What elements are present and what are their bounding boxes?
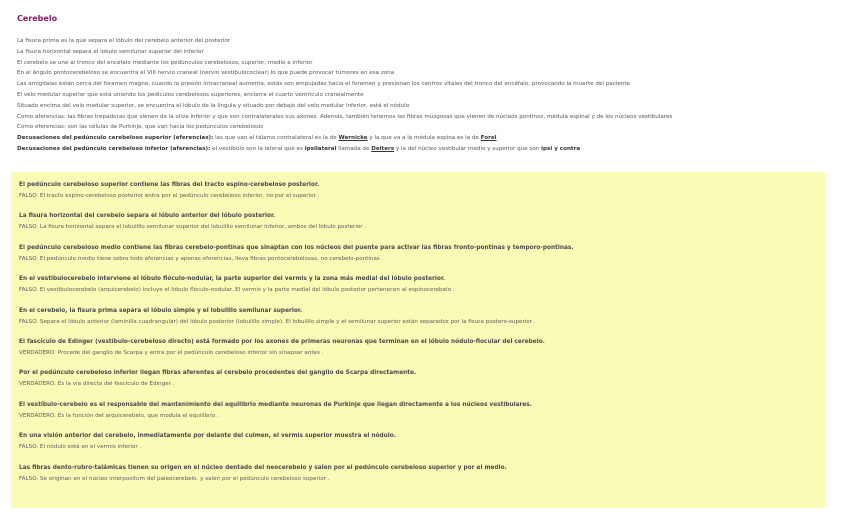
decusation-emphasis: ipsilateral bbox=[304, 145, 337, 152]
note-line: Situado encima del velo medular superior, se encuentra el lóbulo de la língula y situado por debajo del velo medular inferior, está el nódulo bbox=[17, 102, 410, 109]
quiz-item bbox=[19, 180, 825, 201]
quiz-question: El vestíbulo-cerebelo es el responsable del mantenimiento del equilibrio mediante neuronas de Purkinje que llegan directamente a los núcleos vestibulares. bbox=[19, 401, 532, 408]
note-line: Las amígdalas están cerca del foramen magno, cuando la presión intracraneal aumenta, estás son empujadas hacia el foramen y presionan los centros vitales del tronco del encéfalo, provocando la muerte del paciente bbox=[17, 81, 630, 88]
decusation-inferior-label: Decusaciones del pedúnculo cerebeloso inferior (aferencias): bbox=[17, 145, 211, 152]
decusation-text: y la del núcleo vestibular medio y superior que son bbox=[394, 145, 542, 152]
quiz-item bbox=[19, 337, 825, 358]
quiz-answer: VERDADERO. Procede del ganglio de Scarpa y entra por el pedúnculo cerebeloso inferior sin sinapsar antes . bbox=[19, 349, 324, 356]
note-line: Como aferencias: las fibras trepadoras que vienen de la oliva inferior y que son contralaterales sus axones. Además, también tenemos las fibras musgosas que vienen de núcleos pontinos, médula espinal y de los núcleos vestibulares bbox=[17, 113, 673, 120]
notes-section bbox=[17, 36, 847, 155]
decusation-superior-label: Decusaciones del pedúnculo cerebeloso superior (eferencias): bbox=[17, 135, 214, 142]
quiz-answer: FALSO. Separa el lóbulo anterior (lamínilla cuadrangular) del lóbulo posterior (lobulillo simple). El lobulillo simple y el semilunar superior están separados por la fisura postero-superior . bbox=[19, 318, 536, 325]
quiz-answer: VERDADERO. Es la función del arquicerebelo, que modula el equilibrio . bbox=[19, 412, 219, 419]
note-line: El cerebelo se une al tronco del encéfalo mediante los pedúnculos cerebelosos, superior, medio e inferior bbox=[17, 59, 313, 66]
decusation-text: el vestíbulo son la lateral que es bbox=[210, 145, 305, 152]
quiz-item bbox=[19, 274, 825, 295]
note-line: La fisura horizontal separa el lobulo semilunar superior del inferior bbox=[17, 48, 204, 55]
quiz-answer: VERDADERO. Es la vía directa del fascículo de Edinger . bbox=[19, 381, 175, 388]
quiz-question: La fisura horizontal del cerebelo separa el lóbulo anterior del lóbulo posterior. bbox=[19, 213, 276, 220]
quiz-question: El fascículo de Edinger (vestíbulo-cerebeloso directo) está formado por los axones de primeras neuronas que terminan en el lóbulo nódulo-flocular del cerebelo. bbox=[19, 338, 545, 345]
quiz-highlight-box bbox=[11, 172, 825, 508]
quiz-question: En el cerebelo, la fisura prima separa el lóbulo simple y el lobulillo semilunar superior. bbox=[19, 307, 303, 314]
decusation-text: las que van al tálamo contralateral es la de bbox=[213, 135, 339, 142]
quiz-question: En una visión anterior del cerebelo, inmediatamente por delante del culmen, el vermis superior muestra el nódulo. bbox=[19, 433, 396, 440]
quiz-item bbox=[19, 243, 825, 264]
quiz-item bbox=[19, 400, 825, 421]
quiz-item bbox=[19, 463, 825, 484]
quiz-answer: FALSO. El tracto espino-cerebeloso posterior entra por el pedúnculo cerebeloso inferior, no por el superior . bbox=[19, 193, 320, 199]
page-title: Cerebelo bbox=[17, 14, 58, 23]
note-line: La fisura prima es la que separa el lóbulo del cerebelo anterior del posterior bbox=[17, 38, 231, 44]
decusation-text: llamada de bbox=[336, 145, 372, 152]
decusation-emphasis: ipsi y contra bbox=[541, 145, 581, 152]
decusation-inferior-line bbox=[17, 144, 847, 155]
note-line: Como eferencias: son las células de Purkinje, que van hacia los pedúnculos cerebelosos bbox=[17, 124, 264, 131]
quiz-question: El pedúnculo cerebeloso medio contiene las fibras cerebelo-pontinas que sinaptan con los núcleos del puente para activar las fibras fronto-pontinas y temporo-pontinas. bbox=[19, 244, 574, 251]
quiz-answer: FALSO. Se originan en el núcleo interpositum del paleocerebelo, y salen por el pedúnculo cerebeloso superior . bbox=[19, 475, 330, 482]
quiz-question: El pedúnculo cerebeloso superior contiene las fibras del tracto espino-cerebeloso posterior. bbox=[19, 182, 320, 188]
eponym-wernicke: Wernicke bbox=[338, 135, 368, 142]
eponym-forel: Forel bbox=[480, 135, 497, 142]
quiz-question: Por el pedúnculo cerebeloso inferior llegan fibras aferentes al cerebelo procedentes del ganglio de Scarpa directamente. bbox=[19, 370, 417, 377]
quiz-question: Las fibras dento-rubro-talámicas tienen su origen en el núcleo dentado del neocerebelo y salen por el pedúnculo cerebeloso superior y por el medio. bbox=[19, 464, 507, 471]
quiz-answer: FALSO. El nódulo está en el vermis inferior . bbox=[19, 444, 142, 451]
quiz-answer: FALSO. El pedúnculo medio tiene sobre todo aferencias y apenas eferencias, lleva fibras pontocerebelosas, no cerebelo-pontinas . bbox=[19, 255, 384, 262]
decusation-text: y la que va a la médula espina es la de bbox=[367, 135, 481, 142]
quiz-answer: FALSO. El vestibulocerebelo (arquicerebelo) incluye el lóbulo flóculo-nodular. El vermis y la parte medial del lóbulo posterior pertenecen al espinocerebelo . bbox=[19, 287, 455, 294]
decusation-superior-line bbox=[17, 133, 847, 144]
quiz-answer: FALSO. La fisura horizontal separa el lobulillo semilunar superior del lobulillo semilunar inferior, ambos del lóbulo posterior . bbox=[19, 224, 367, 231]
quiz-item bbox=[19, 306, 825, 327]
quiz-item bbox=[19, 431, 825, 452]
quiz-item bbox=[19, 368, 825, 389]
note-line: En el ángulo pontocerebeloso se encuentra el VIII nervio craneal (nervio vestibulococlear) lo que puede provocar tumores en esa zona bbox=[17, 70, 395, 77]
quiz-item bbox=[19, 211, 825, 232]
quiz-question: En el vestibulocerebelo interviene el lóbulo flóculo-nodular, la parte superior del vermis y la zona más medial del lóbulo posterior. bbox=[19, 276, 446, 283]
eponym-deiters: Deiters bbox=[371, 145, 395, 152]
note-line: El velo medular superior que está uniendo los pedículos cerebelosos superiores, encierra el cuarto ventrículo cranealmente bbox=[17, 91, 364, 98]
